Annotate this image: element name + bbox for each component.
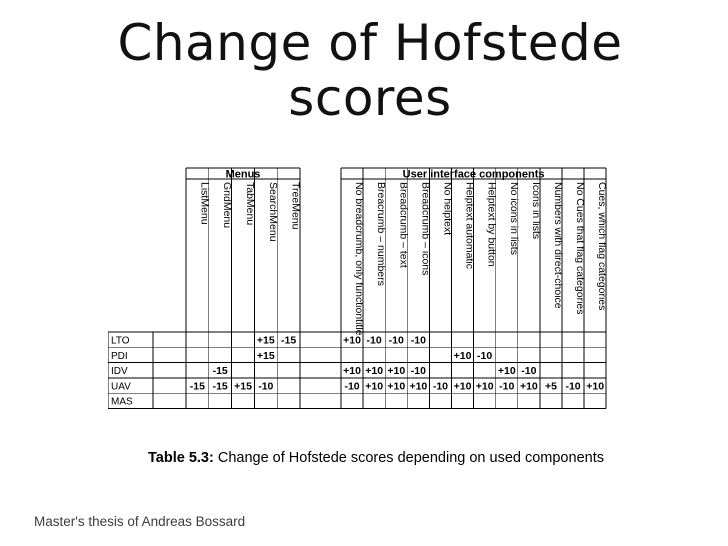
table-cell: -10 <box>366 334 382 347</box>
column-header: Cues, which flag categories <box>596 182 608 311</box>
menus-group-header: Menus <box>225 168 261 181</box>
table-cell: -10 <box>499 380 515 393</box>
row-label: UAV <box>111 381 131 393</box>
caption-text: Change of Hofstede scores depending on used components <box>217 450 604 466</box>
table-cell: -15 <box>212 380 228 393</box>
table-row <box>111 380 604 392</box>
table-cell: +10 <box>519 380 538 393</box>
table-cell: +10 <box>453 349 472 362</box>
table-cell: -10 <box>521 365 537 378</box>
table-cell: +10 <box>586 380 605 393</box>
table-cell: +10 <box>409 380 428 393</box>
caption-label: Table 5.3: <box>148 450 214 466</box>
table-cell: +10 <box>365 380 384 393</box>
column-header: No helptext <box>441 182 454 236</box>
column-header: Helptext automatic <box>463 182 476 269</box>
table-cell: +10 <box>387 380 406 393</box>
table-cell: -15 <box>189 380 205 393</box>
column-header: No breadcrumb, only functiontitle <box>353 182 366 336</box>
slide-title: Change of Hofstede scores <box>117 14 623 127</box>
ui-components-group-header: User interface components <box>402 168 545 181</box>
table-row <box>111 397 133 408</box>
column-header: GridMenu <box>221 182 234 229</box>
table-caption <box>148 450 604 466</box>
table-cell: +10 <box>497 365 516 378</box>
column-header: Helptext by button <box>485 182 498 267</box>
table-cell: +10 <box>343 334 361 347</box>
column-header: Numbers with direct-choice <box>551 182 564 309</box>
table-rows <box>111 334 604 407</box>
table-cell: +10 <box>365 365 384 378</box>
row-label: PDI <box>111 350 128 362</box>
table-cell: -10 <box>432 380 449 393</box>
table-cell: +15 <box>256 334 275 347</box>
table-cell: -10 <box>410 334 426 347</box>
table-cell: -15 <box>212 365 228 378</box>
table-cell: -10 <box>258 380 274 393</box>
column-header: Breadcrumb – text <box>397 182 410 268</box>
table-cell: -10 <box>344 380 360 393</box>
column-header: Breacrumb – numbers <box>375 182 388 286</box>
column-header: TabMenu <box>244 182 256 226</box>
column-header: Icons in lists <box>529 182 542 240</box>
column-header: ListMenu <box>198 182 211 225</box>
slide-footer: Master's thesis of Andreas Bossard <box>34 514 246 529</box>
table-cell: +10 <box>475 380 494 393</box>
table-cell: +10 <box>453 380 472 393</box>
table-cell: -15 <box>281 334 297 347</box>
table-cell: +15 <box>256 349 275 362</box>
row-label: IDV <box>111 366 128 378</box>
row-label: MAS <box>111 396 133 408</box>
table-row <box>111 365 537 377</box>
table-cell: -10 <box>388 334 404 347</box>
table-cell: +10 <box>343 365 361 378</box>
column-header: TreeMenu <box>289 182 302 230</box>
hofstede-table <box>108 160 608 410</box>
column-header: No icons in lists <box>507 182 520 255</box>
table-cell: -10 <box>410 365 426 378</box>
table-cell: +5 <box>544 380 557 393</box>
table-row <box>111 334 426 346</box>
column-header: Breadcrumb – icons <box>419 182 432 276</box>
table-row <box>111 350 492 362</box>
row-label: LTO <box>111 335 130 347</box>
table-cell: -10 <box>565 380 581 393</box>
table-cell: +10 <box>387 365 406 378</box>
column-header: SearchMenu <box>266 182 279 242</box>
table-cell: +15 <box>234 380 252 393</box>
table-cell: -10 <box>477 349 493 362</box>
column-headers <box>198 182 608 336</box>
column-header: No Cues that flag categories <box>574 182 587 315</box>
